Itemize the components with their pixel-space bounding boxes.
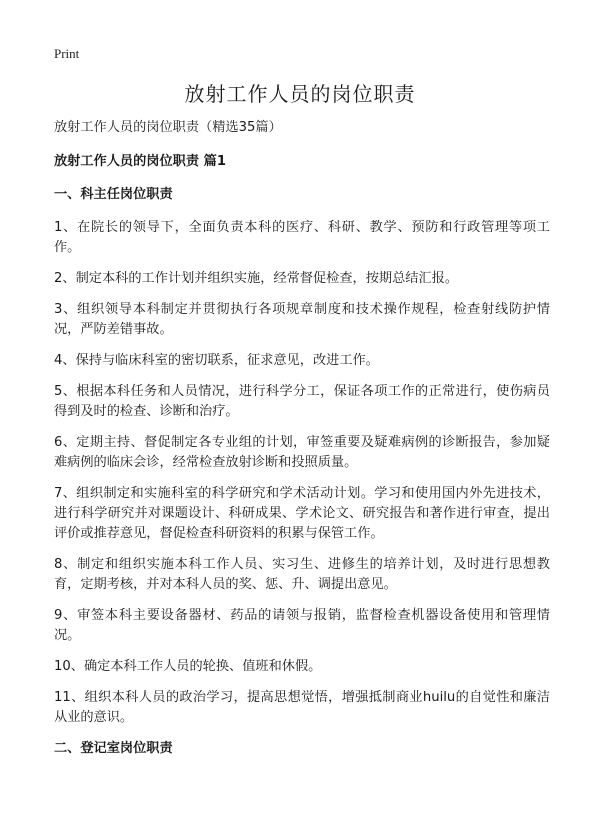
list-item: 7、组织制定和实施科室的科学研究和学术活动计划。学习和使用国内外先进技术，进行科学研究并对课题设计、科研成果、学术论文、研究报告和著作进行审查，提出评价或推荐意见，督促检查科研资料的积累与保管工作。 [54, 486, 550, 541]
document-body [54, 118, 550, 772]
list-item: 9、审签本科主要设备器材、药品的请领与报销，监督检查机器设备使用和管理情况。 [54, 608, 550, 643]
section-title: 放射工作人员的岗位职责 篇1 [54, 154, 227, 169]
list-item: 5、根据本科任务和人员情况，进行科学分工，保证各项工作的正常进行，使伤病员得到及时的检查、诊断和治疗。 [54, 384, 550, 419]
list-item: 11、组织本科人员的政治学习，提高思想觉悟，增强抵制商业huilu的自觉性和廉洁从业的意识。 [54, 690, 550, 725]
list-item: 2、制定本科的工作计划并组织实施，经常督促检查，按期总结汇报。 [54, 271, 459, 286]
list-item: 6、定期主持、督促制定各专业组的计划，审签重要及疑难病例的诊断报告，参加疑难病例的临床会诊，经常检查放射诊断和投照质量。 [54, 435, 550, 470]
list-item: 1、在院长的领导下，全面负责本科的医疗、科研、教学、预防和行政管理等项工作。 [54, 220, 550, 255]
print-link[interactable]: Print [54, 46, 80, 61]
document-subtitle: 放射工作人员的岗位职责（精选35篇） [54, 120, 282, 135]
list-item: 10、确定本科工作人员的轮换、值班和休假。 [54, 659, 322, 674]
section-heading-2: 二、登记室岗位职责 [54, 741, 173, 756]
list-item: 8、制定和组织实施本科工作人员、实习生、进修生的培养计划，及时进行思想教育，定期考核，并对本科人员的奖、惩、升、调提出意见。 [54, 557, 550, 592]
section-heading-1: 一、科主任岗位职责 [54, 187, 173, 202]
page-title: 放射工作人员的岗位职责 [184, 82, 416, 106]
list-item: 3、组织领导本科制定并贯彻执行各项规章制度和技术操作规程，检查射线防护情况，严防差错事故。 [54, 302, 550, 337]
list-item: 4、保持与临床科室的密切联系，征求意见，改进工作。 [54, 353, 379, 368]
